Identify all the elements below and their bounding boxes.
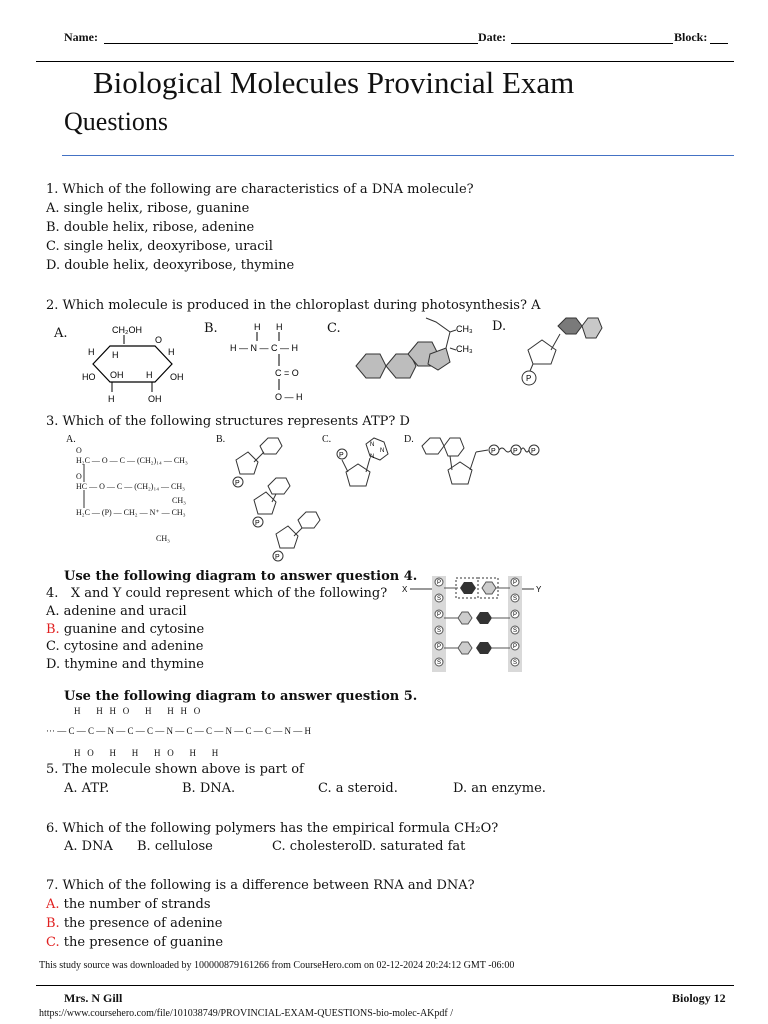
download-note: This study source was downloaded by 100000879161266 from CourseHero.com on 02-12-2024 20:24:12 GMT -06:00 — [39, 960, 515, 971]
q3c-n2: N — [380, 448, 385, 454]
q5-option-b[interactable]: B. DNA. — [182, 781, 236, 796]
glucose-ch2oh: CH₂OH — [112, 325, 142, 335]
glucose-o: O — [155, 335, 163, 345]
amino-h2: H — [276, 322, 283, 332]
dna-p-l1: P — [437, 580, 442, 586]
dna-p-l3: P — [437, 644, 442, 650]
glucose-oh3: OH — [148, 394, 162, 404]
q5-stem: 5. The molecule shown above is part of — [46, 762, 304, 777]
dna-x-label: X — [402, 585, 408, 594]
q5-top-row: H H H O H H H O — [74, 706, 201, 716]
svg-text:H — N — C — H: H — N — C — H — [230, 343, 299, 353]
steroid-ch3-a: CH₃ — [456, 324, 473, 334]
name-blank[interactable] — [104, 43, 478, 44]
q5-option-a[interactable]: A. ATP. — [64, 781, 110, 796]
footer-course: Biology 12 — [672, 991, 726, 1005]
q2-stem: 2. Which molecule is produced in the chloroplast during photosynthesis? A — [46, 298, 541, 313]
q3-label-a[interactable]: A. — [66, 434, 76, 445]
steroid-ch3-b: CH₃ — [456, 344, 473, 354]
q5-bottom-row: H O H H H O H H — [74, 748, 219, 758]
q1-option-b[interactable]: B. double helix, ribose, adenine — [46, 220, 255, 235]
dna-ladder-diagram — [400, 574, 550, 674]
q4-option-c[interactable]: C. cytosine and adenine — [46, 639, 204, 654]
dna-y-label: Y — [536, 585, 542, 594]
glucose-h1: H — [88, 347, 95, 357]
q3-b-structure — [228, 436, 328, 564]
glucose-oh1: OH — [110, 370, 124, 380]
q3d-p1: P — [491, 448, 496, 455]
q4-intro: Use the following diagram to answer question 4. — [64, 569, 418, 584]
q2-label-d[interactable]: D. — [492, 319, 507, 334]
q5-chain-row: ··· — C — C — N — C — C — N — C — C — N — C — C — N — H — [46, 726, 312, 736]
svg-text:C = O: C = O — [275, 368, 299, 378]
q3-label-d[interactable]: D. — [404, 434, 414, 445]
q3b-p1: P — [235, 480, 240, 487]
q7-option-c[interactable]: C. the presence of guanine — [46, 935, 224, 950]
q3-label-c[interactable]: C. — [322, 434, 332, 445]
lipid-row-2: HC — O — C — (CH₂)₁₄ — CH₃ — [76, 482, 185, 491]
q1-stem: 1. Which of the following are characteristics of a DNA molecule? — [46, 182, 474, 197]
glucose-ho: HO — [82, 372, 96, 382]
block-label: Block: — [674, 30, 708, 44]
footer-url[interactable]: https://www.coursehero.com/file/101038749/PROVINCIAL-EXAM-QUESTIONS-bio-molec-AKpdf / — [39, 1008, 454, 1019]
glucose-oh2: OH — [170, 372, 184, 382]
q4-option-a[interactable]: A. adenine and uracil — [46, 604, 187, 619]
svg-text:O — H: O — H — [275, 392, 303, 402]
footer-teacher: Mrs. N Gill — [64, 991, 123, 1005]
page-subtitle: Questions — [64, 107, 168, 136]
q7-option-b[interactable]: B. the presence of adenine — [46, 916, 223, 931]
q6-option-c[interactable]: C. cholesterol — [272, 839, 363, 854]
q3-c-structure — [334, 436, 400, 496]
lipid-ch3-b: CH₃ — [156, 534, 170, 543]
q3b-p2: P — [255, 520, 260, 527]
q2-label-a[interactable]: A. — [54, 326, 68, 341]
q3-label-b[interactable]: B. — [216, 434, 226, 445]
q5-option-c[interactable]: C. a steroid. — [318, 781, 398, 796]
q3-d-structure — [416, 436, 546, 496]
q4-option-d[interactable]: D. thymine and thymine — [46, 657, 204, 672]
q4-option-b[interactable]: B. guanine and cytosine — [46, 622, 205, 637]
dna-s-l2: S — [437, 628, 442, 634]
date-blank[interactable] — [511, 43, 673, 44]
q4-stem: 4. X and Y could represent which of the following? — [46, 586, 388, 601]
q6-option-a[interactable]: A. DNA — [64, 839, 113, 854]
dna-s-r1: S — [513, 596, 518, 602]
q1-option-a[interactable]: A. single helix, ribose, guanine — [46, 201, 250, 216]
q2-label-b[interactable]: B. — [204, 321, 218, 336]
q2-label-c[interactable]: C. — [327, 321, 341, 336]
page-title: Biological Molecules Provincial Exam — [93, 65, 575, 100]
q6-option-b[interactable]: B. cellulose — [137, 839, 213, 854]
steroid-structure — [352, 314, 482, 386]
q5-intro: Use the following diagram to answer question 5. — [64, 689, 418, 704]
dna-p-l2: P — [437, 612, 442, 618]
dna-s-l3: S — [437, 660, 442, 666]
lipid-ch3-a: CH₃ — [172, 496, 186, 505]
lipid-o1: O — [76, 446, 82, 455]
q7-option-a[interactable]: A. the number of strands — [46, 897, 211, 912]
dna-s-r3: S — [513, 660, 518, 666]
dna-s-l1: S — [437, 596, 442, 602]
lipid-o2: O — [76, 472, 82, 481]
lipid-row-3: H₂C — (P) — CH₂ — N⁺ — CH₃ — [76, 508, 186, 517]
title-underline — [62, 155, 734, 156]
dna-p-r1: P — [513, 580, 518, 586]
q3d-p3: P — [531, 448, 536, 455]
block-blank[interactable] — [710, 43, 728, 44]
q3d-p2: P — [513, 448, 518, 455]
dna-p-r2: P — [513, 612, 518, 618]
amino-acid-structure — [228, 320, 318, 402]
name-label: Name: — [64, 30, 98, 44]
q1-option-d[interactable]: D. double helix, deoxyribose, thymine — [46, 258, 295, 273]
dna-p-r3: P — [513, 644, 518, 650]
lipid-row-1: H₂C — O — C — (CH₂)₁₄ — CH₃ — [76, 456, 188, 465]
glucose-h4: H — [146, 370, 153, 380]
q3c-p: P — [339, 452, 344, 459]
q6-stem: 6. Which of the following polymers has the empirical formula CH₂O? — [46, 821, 499, 836]
dna-s-r2: S — [513, 628, 518, 634]
q5-option-d[interactable]: D. an enzyme. — [453, 781, 546, 796]
lipid-backbone — [76, 462, 86, 512]
glucose-h5: H — [108, 394, 115, 404]
nucleotide-structure — [518, 316, 604, 388]
q1-option-c[interactable]: C. single helix, deoxyribose, uracil — [46, 239, 273, 254]
q3-stem: 3. Which of the following structures represents ATP? D — [46, 414, 410, 429]
q3c-n3: N — [370, 454, 375, 460]
q6-option-d[interactable]: D. saturated fat — [362, 839, 466, 854]
footer-rule — [36, 985, 734, 986]
date-label: Date: — [478, 30, 506, 44]
header-rule — [36, 61, 734, 62]
q3b-p3: P — [275, 554, 280, 561]
glucose-h3: H — [112, 350, 119, 360]
q3c-n1: N — [370, 442, 375, 448]
glucose-structure — [80, 322, 190, 406]
glucose-h2: H — [168, 347, 175, 357]
nucleotide-p: P — [526, 374, 532, 383]
amino-h1: H — [254, 322, 261, 332]
q7-stem: 7. Which of the following is a difference between RNA and DNA? — [46, 878, 475, 893]
